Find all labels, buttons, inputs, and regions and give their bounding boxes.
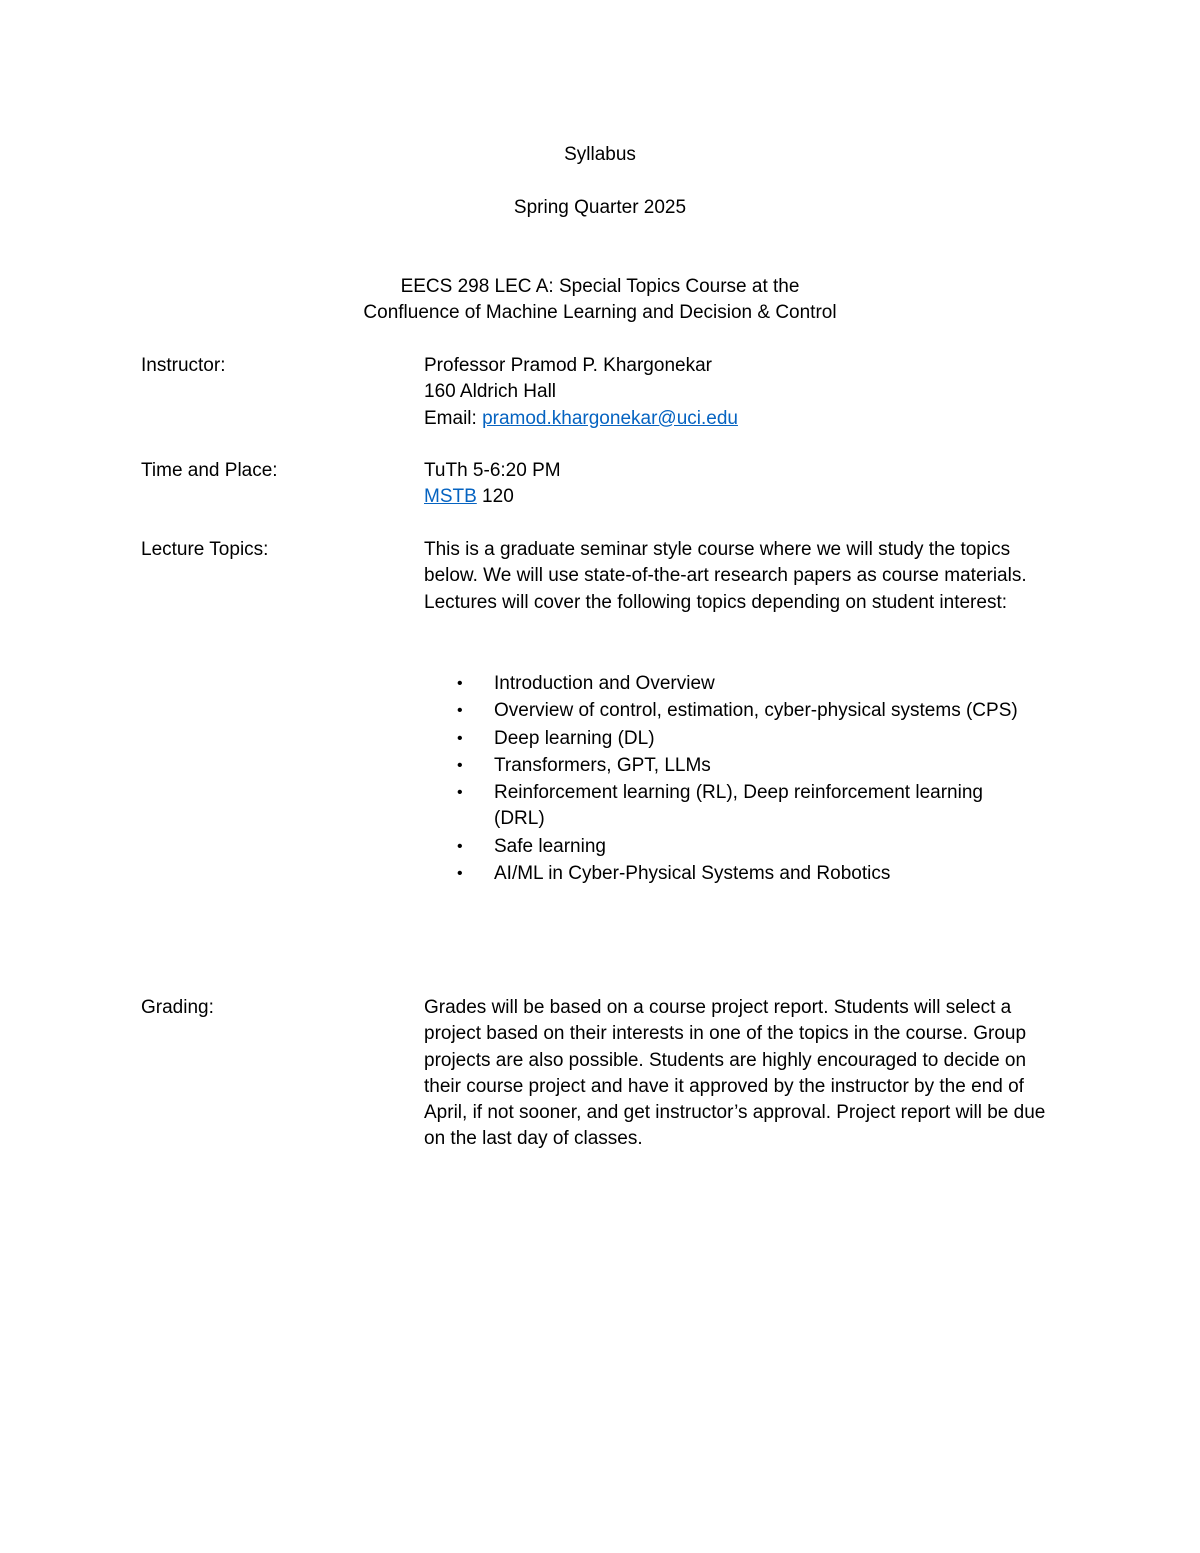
instructor-email-line: [424, 406, 1064, 432]
topics-list: [424, 671, 1044, 888]
list-item: • AI/ML in Cyber-Physical Systems and Robotics: [424, 861, 1034, 887]
instructor-label: Instructor:: [141, 355, 226, 376]
course-title-line-1: EECS 298 LEC A: Special Topics Course at the: [400, 276, 800, 297]
email-prefix: Email:: [424, 407, 483, 429]
time-place-label: Time and Place:: [141, 460, 278, 481]
instructor-info: [424, 353, 1064, 432]
bullet-icon: •: [457, 756, 463, 774]
list-item: • Introduction and Overview: [424, 671, 1034, 697]
instructor-name: Professor Pramod P. Khargonekar: [424, 355, 712, 376]
list-item: • Transformers, GPT, LLMs: [424, 753, 1034, 779]
lecture-topics-intro: This is a graduate seminar style course where we will study the topics below. We will use state-of-the-art research papers as course materials. Lectures will cover the following topics depending on student interest:: [424, 539, 1027, 613]
lecture-topics-label: Lecture Topics:: [141, 539, 269, 560]
term-heading: Spring Quarter 2025: [513, 197, 687, 218]
grading-label: Grading:: [141, 997, 214, 1018]
bullet-icon: •: [457, 865, 463, 883]
list-item: • Reinforcement learning (RL), Deep reinforcement learning (DRL): [457, 782, 983, 830]
list-item: • Overview of control, estimation, cyber-physical systems (CPS): [424, 698, 1034, 724]
course-title-line-2: Confluence of Machine Learning and Decision & Control: [363, 302, 837, 323]
bullet-icon: •: [457, 729, 463, 747]
bullet-icon: •: [457, 702, 463, 720]
lecture-topics-content: [424, 537, 1064, 616]
bullet-icon: •: [457, 784, 463, 802]
instructor-office: 160 Aldrich Hall: [424, 381, 557, 403]
class-location: [424, 484, 1064, 510]
list-item: • Deep learning (DL): [424, 726, 1034, 752]
grading-text: Grades will be based on a course project report. Students will select a project based on their interests in one of the topics in the course. Group projects are also possible. Students are highly encouraged to decide on their course project and have it approved by the instructor by the end of April, if not sooner, and get instructor’s approval. Project report will be due on the last day of classes.: [424, 997, 1046, 1150]
building-link[interactable]: MSTB: [424, 486, 477, 508]
room-number: 120: [476, 486, 514, 508]
list-item: • Safe learning: [424, 834, 1034, 860]
document-title: Syllabus: [564, 144, 636, 165]
time-place-info: [424, 458, 1064, 511]
bullet-icon: •: [457, 675, 463, 692]
grading-content: [424, 995, 1064, 1153]
bullet-icon: •: [457, 837, 463, 855]
class-time: TuTh 5-6:20 PM: [424, 460, 561, 481]
instructor-email-link[interactable]: pramod.khargonekar@uci.edu: [482, 407, 738, 429]
